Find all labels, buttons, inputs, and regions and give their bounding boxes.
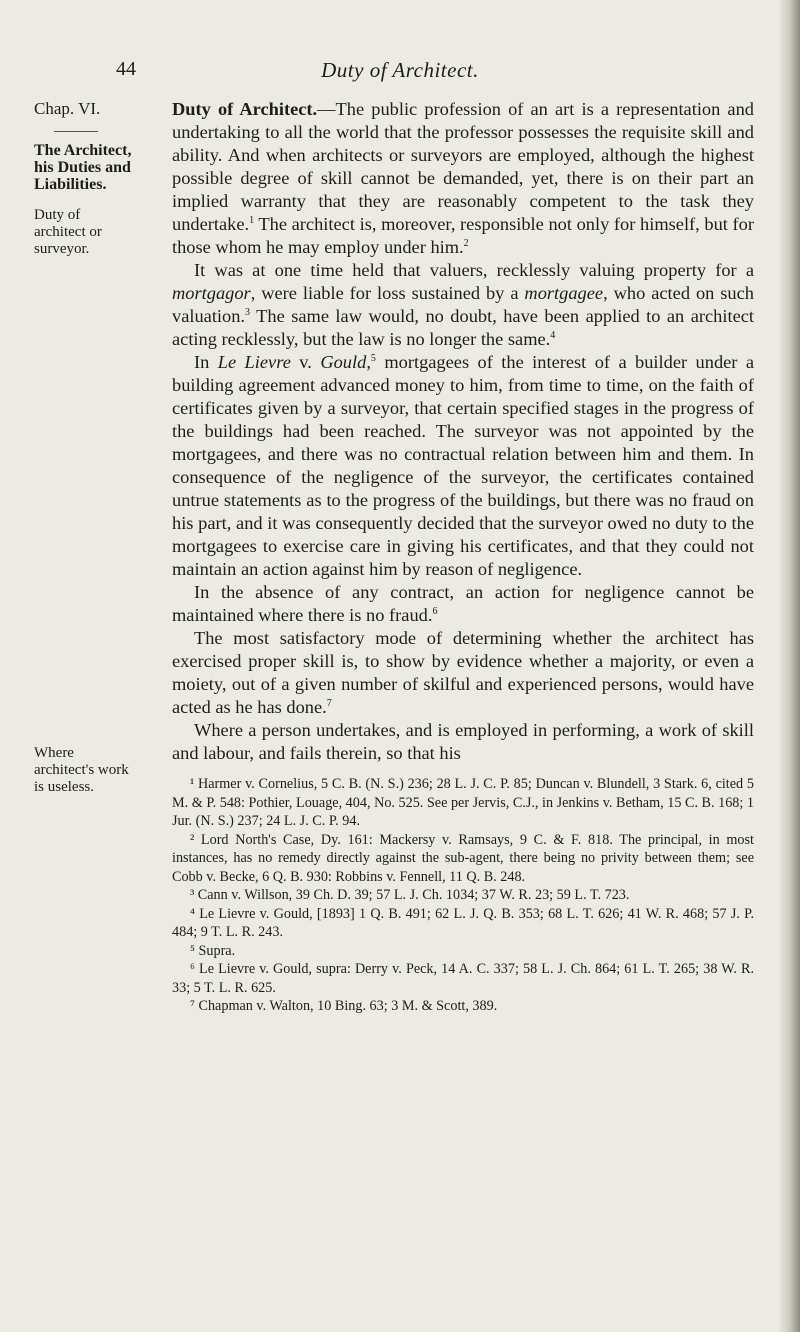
paragraph: The most satisfactory mode of determining whether the architect has exercised proper skill is, to show by evidence whether a majority, or even a moiety, out of a given number of skilful and experienced persons, would have acted as he has done.$^7$ — [172, 628, 754, 717]
footnotes — [172, 775, 754, 1016]
footnote: ⁴ Le Lievre v. Gould, [1893] 1 Q. B. 491; 62 L. J. Q. B. 353; 68 L. T. 626; 41 W. R. 468; 57 J. P. 484; 9 T. L. R. 243. — [172, 905, 754, 940]
paragraph: Where a person undertakes, and is employed in performing, a work of skill and labour, and fails therein, so that his — [172, 720, 754, 763]
footnote-ref: 6 — [432, 605, 438, 617]
paragraph: It was at one time held that valuers, recklessly valuing property for a mortgagor, were liable for loss sustained by a mortgagee, who acted on such valuation.$^3$ The same law would, no doubt, have been applied to an architect acting recklessly, but the law is no longer the same.$^4$ — [172, 260, 754, 349]
footnote: ¹ Harmer v. Cornelius, 5 C. B. (N. S.) 236; 28 L. J. C. P. 85; Duncan v. Blundell, 3 Stark. 6, cited 5 M. & P. 548: Pothier, Louage, 404, No. 525. See per Jervis, C.J., in Jenkins v. Betham, 15 C. B. 168; 1 Jur. (N. S.) 237; 24 L. J. C. P. 94. — [172, 776, 754, 829]
footnote: ² Lord North's Case, Dy. 161: Mackersy v. Ramsays, 9 C. & F. 818. The principal, in most instances, has no remedy directly against the sub-agent, there being no privity between them; see Cobb v. Becke, 6 Q. B. 930: Robbins v. Fennell, 11 Q. B. 248. — [172, 831, 754, 885]
paragraph: In the absence of any contract, an action for negligence cannot be maintained where there is no fraud.$^6$ — [172, 582, 754, 625]
page-edge-shadow — [780, 0, 800, 1332]
sidenote-useless-work: Where architect's work is useless. — [34, 745, 129, 795]
sidenote-duty: Duty of architect or surveyor. — [34, 207, 102, 257]
footnote-ref: 5 — [370, 352, 376, 364]
footnote: ⁷ Chapman v. Walton, 10 Bing. 63; 3 M. & Scott, 389. — [190, 998, 498, 1014]
page-header — [0, 58, 800, 88]
main-text — [172, 98, 754, 765]
case-name: Gould — [320, 352, 367, 372]
footnote-ref: 1 — [249, 214, 255, 226]
chapter-label: Chap. VI. — [34, 99, 101, 118]
page-number: 44 — [116, 58, 136, 80]
footnote-ref: 2 — [463, 237, 469, 249]
footnote-ref: 7 — [326, 697, 332, 709]
footnote: ⁵ Supra. — [190, 942, 236, 959]
footnote-ref: 3 — [245, 306, 251, 318]
paragraph: In Le Lievre v. Gould,$^5$ mortgagees of the interest of a builder under a building agreement advanced money to him, from time to time, on the faith of certificates given by a surveyor, that certain specified stages in the progress of the buildings had been reached. The surveyor was not appointed by the mortgagees, and there was no contractual relation between him and them. In consequence of the negligence of the surveyor, the certificates contained untrue statements as to the progress of the buildings, but there was no fraud on his part, and it was consequently decided that the surveyor owed no duty to the mortgagees to exercise care in giving his certificates, and that they could not maintain an action against him by reason of negligence. — [172, 352, 755, 579]
footnote: ³ Cann v. Willson, 39 Ch. D. 39; 57 L. J. Ch. 1034; 37 W. R. 23; 59 L. T. 723. — [190, 887, 630, 903]
section-sidenote: The Architect, his Duties and Liabilities. — [34, 142, 132, 193]
paragraph: Duty of Architect.—The public profession of an art is a representation and undertaking to all the world that the professor possesses the requisite skill and ability. And when architects or surveyors are employed, although the highest possible degree of skill cannot be demanded, yet, there is on their part an implied warranty that they are reasonably competent to the task they undertake.$^1$ The architect is, moreover, responsible not only for himself, but for those whom he may employ under him.$^2$ — [172, 99, 754, 257]
footnote-ref: 4 — [550, 329, 556, 341]
running-title: Duty of Architect. — [321, 58, 479, 82]
footnote: ⁶ Le Lievre v. Gould, supra: Derry v. Peck, 14 A. C. 337; 58 L. J. Ch. 864; 61 L. T. 265; 38 W. R. 33; 5 T. L. R. 625. — [172, 961, 754, 996]
case-name: Le Lievre — [217, 352, 291, 372]
margin-divider — [54, 131, 98, 132]
section-heading: Duty of Architect. — [172, 99, 318, 119]
